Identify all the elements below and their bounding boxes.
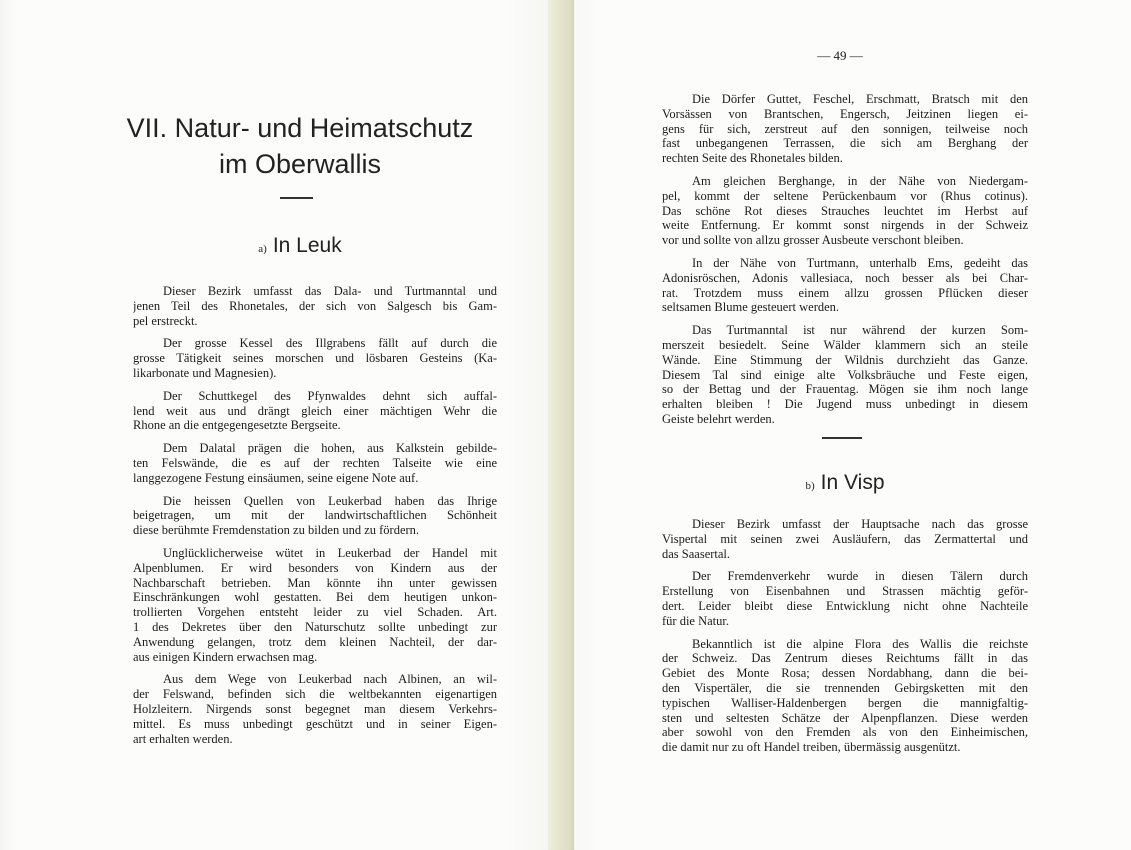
text-line: Alpenblumen. Er wird besonders von Kindern aus der bbox=[133, 560, 497, 575]
text-line: Erstellung von Eisenbahnen und Strassen mächtig geför- bbox=[662, 584, 1028, 599]
text-line: Dem Dalatal prägen die hohen, aus Kalkstein gebilde- bbox=[163, 441, 497, 456]
text-line: Unglücklicherweise wütet in Leukerbad der Handel mit bbox=[163, 545, 497, 560]
text-line: fast unbegangenen Terrassen, die sich am Berghang der bbox=[662, 136, 1028, 151]
paragraph bbox=[662, 323, 1028, 427]
paragraph bbox=[133, 546, 497, 664]
section-heading-leuk bbox=[150, 233, 450, 262]
paragraph bbox=[133, 441, 497, 485]
text-line: Anwendung gelangen, trotz dem kleinen Nachteil, der dar- bbox=[133, 634, 497, 649]
text-line: jenen Teil des Rhonetales, der sich von Salgesch bis Gam- bbox=[133, 298, 497, 313]
text-line: diese berühmte Fremdenstation zu bilden und zu fördern. bbox=[133, 523, 420, 538]
text-line: pel, kommt der seltene Perückenbaum vor (Rhus cotinus). bbox=[662, 188, 1028, 203]
text-line: Der Schuttkegel des Pfynwaldes dehnt sich auffal- bbox=[163, 388, 497, 403]
text-line: rat. Trotzdem muss einem allzu grossen Pflücken dieser bbox=[662, 285, 1028, 300]
text-line: Wände. Eine Stimmung der Wildnis durchzieht das Ganze. bbox=[662, 352, 1028, 367]
text-line: aus einigen Kindern erwachsen mag. bbox=[133, 649, 318, 664]
right-page-body-top bbox=[662, 92, 1028, 435]
text-line: Am gleichen Berghange, in der Nähe von Niedergam- bbox=[692, 173, 1028, 188]
text-line: Bekanntlich ist die alpine Flora des Wallis die reichste bbox=[692, 636, 1028, 651]
paragraph bbox=[133, 389, 497, 433]
text-line: Der grosse Kessel des Illgrabens fällt auf durch die bbox=[163, 336, 497, 351]
right-page-body-bottom bbox=[662, 517, 1028, 763]
text-line: beigetragen, um mit der landwirtschaftlichen Schönheit bbox=[133, 508, 497, 523]
text-line: sten und seltesten Schätze der Alpenpflanzen. Diese werden bbox=[662, 710, 1028, 725]
text-line: trollierten Vorgehen entsteht leider zu viel Schaden. Art. bbox=[133, 605, 497, 620]
left-page-body bbox=[133, 284, 497, 754]
text-line: Holzleitern. Nirgends sonst begegnet man diesem Verkehrs- bbox=[133, 701, 497, 716]
text-line: lend weit aus und drängt gleich einer mächtigen Wehr die bbox=[133, 403, 497, 418]
text-line: langgezogene Festung einsäumen, seine eigene Note auf. bbox=[133, 470, 419, 485]
text-line: so der Bettag und der Frauentag. Mögen sie ihm noch lange bbox=[662, 382, 1028, 397]
paragraph bbox=[133, 336, 497, 380]
paragraph bbox=[662, 174, 1028, 248]
text-line: Die heissen Quellen von Leukerbad haben das Ihrige bbox=[163, 493, 497, 508]
section-heading-visp bbox=[695, 470, 995, 499]
text-line: Nachbarschaft betrieben. Man könnte ihn unter gewissen bbox=[133, 575, 497, 590]
text-line: weite Entfernung. Er kommt sonst nirgends in der Schweiz bbox=[662, 218, 1028, 233]
chapter-title-line1: VII. Natur- und Heimatschutz bbox=[126, 113, 474, 143]
text-line: vor und sollte von allzu grosser Ausbeute verschont bleiben. bbox=[662, 233, 964, 248]
text-line: dert. Leider bleibt diese Entwicklung nicht ohne Nachteile bbox=[662, 598, 1028, 613]
text-line: likarbonate und Magnesien). bbox=[133, 365, 277, 380]
paragraph bbox=[133, 494, 497, 538]
section-label: b) bbox=[805, 480, 815, 492]
section-label: a) bbox=[258, 243, 267, 255]
text-line: Rhone an die entgegengesetzte Bergseite. bbox=[133, 418, 341, 433]
text-line: Diesem Tal sind einige alte Volksbräuche und Feste eigen, bbox=[662, 367, 1028, 382]
text-line: art erhalten werden. bbox=[133, 731, 233, 746]
text-line: Adonisröschen, Adonis vallesiaca, noch besser als bei Char- bbox=[662, 270, 1028, 285]
paragraph bbox=[662, 256, 1028, 315]
text-line: mittel. Es muss unbedingt geschützt und in seiner Eigen- bbox=[133, 716, 497, 731]
text-line: Die Dörfer Guttet, Feschel, Erschmatt, Bratsch mit den bbox=[692, 92, 1028, 106]
chapter-title-line2: im Oberwallis bbox=[218, 149, 382, 179]
text-line: grosse Tätigkeit seines morschen und lösbaren Gesteins (Ka- bbox=[133, 351, 497, 366]
text-line: Das schöne Rot dieses Strauches leuchtet im Herbst auf bbox=[662, 203, 1028, 218]
text-line: Dieser Bezirk umfasst der Hauptsache nach das grosse bbox=[692, 517, 1028, 531]
paragraph bbox=[133, 672, 497, 746]
paragraph bbox=[133, 284, 497, 328]
text-line: In der Nähe von Turtmann, unterhalb Ems, gedeiht das bbox=[692, 255, 1028, 270]
text-line: Der Fremdenverkehr wurde in diesen Tälern durch bbox=[692, 569, 1028, 584]
text-line: Vispertal mit seinen zwei Ausläufern, das Zermattertal und bbox=[662, 531, 1028, 546]
text-line: erhalten bleiben ! Die Jugend muss unbedingt in diesem bbox=[662, 397, 1028, 412]
text-line: 1 des Dekretes über den Naturschutz sollte unbedingt zur bbox=[133, 619, 497, 634]
text-line: das Saasertal. bbox=[662, 546, 731, 561]
text-line: ten Felswände, die es auf der rechten Talseite wie eine bbox=[133, 455, 497, 470]
text-line: der Felswand, befinden sich die weltbekannten eigenartigen bbox=[133, 687, 497, 702]
paragraph bbox=[662, 92, 1028, 166]
text-line: Einschränkungen wohl gestatten. Bei dem heutigen unkon- bbox=[133, 590, 497, 605]
paragraph bbox=[662, 637, 1028, 755]
text-line: Aus dem Wege von Leukerbad nach Albinen, an wil- bbox=[163, 672, 497, 687]
text-line: gens für sich, zerstreut auf den sonnigen, teilweise noch bbox=[662, 121, 1028, 136]
text-line: merszeit besiedelt. Seine Wälder klammern sich an steile bbox=[662, 337, 1028, 352]
book-gutter bbox=[548, 0, 574, 850]
text-line: Geiste belehrt werden. bbox=[662, 411, 775, 426]
text-line: pel erstreckt. bbox=[133, 313, 198, 328]
text-line: für die Natur. bbox=[662, 613, 729, 628]
page-number: — 49 — bbox=[817, 48, 863, 63]
text-line: Das Turtmanntal ist nur während der kurzen Som- bbox=[692, 323, 1028, 338]
text-line: der Schweiz. Das Zentrum dieses Reichtums fällt in das bbox=[662, 651, 1028, 666]
title-divider bbox=[280, 197, 313, 199]
text-line: Vorsässen von Brantschen, Engersch, Jeitzinen liegen ei- bbox=[662, 106, 1028, 121]
text-line: die damit nur zu oft Handel treiben, übermässig ausgenützt. bbox=[662, 740, 961, 755]
text-line: aber sowohl von den Fremden als von den Einheimischen, bbox=[662, 725, 1028, 740]
paragraph bbox=[662, 517, 1028, 561]
text-line: Gebiet des Monte Rosa; dessen Nordabhang, dann die bei- bbox=[662, 666, 1028, 681]
text-line: typischen Walliser-Haldenbergen bergen die mannigfaltig- bbox=[662, 695, 1028, 710]
text-line: Dieser Bezirk umfasst das Dala- und Turtmanntal und bbox=[163, 284, 497, 298]
text-line: rechten Seite des Rhonetales bilden. bbox=[662, 151, 843, 166]
section-divider bbox=[822, 437, 862, 439]
text-line: seltsamen Blume gesteuert werden. bbox=[662, 300, 840, 315]
section-title: In Visp bbox=[820, 471, 885, 494]
paragraph bbox=[662, 569, 1028, 628]
section-title: In Leuk bbox=[272, 234, 342, 257]
text-line: den Vispertäler, die sie trennenden Gebirgsketten mit den bbox=[662, 680, 1028, 695]
